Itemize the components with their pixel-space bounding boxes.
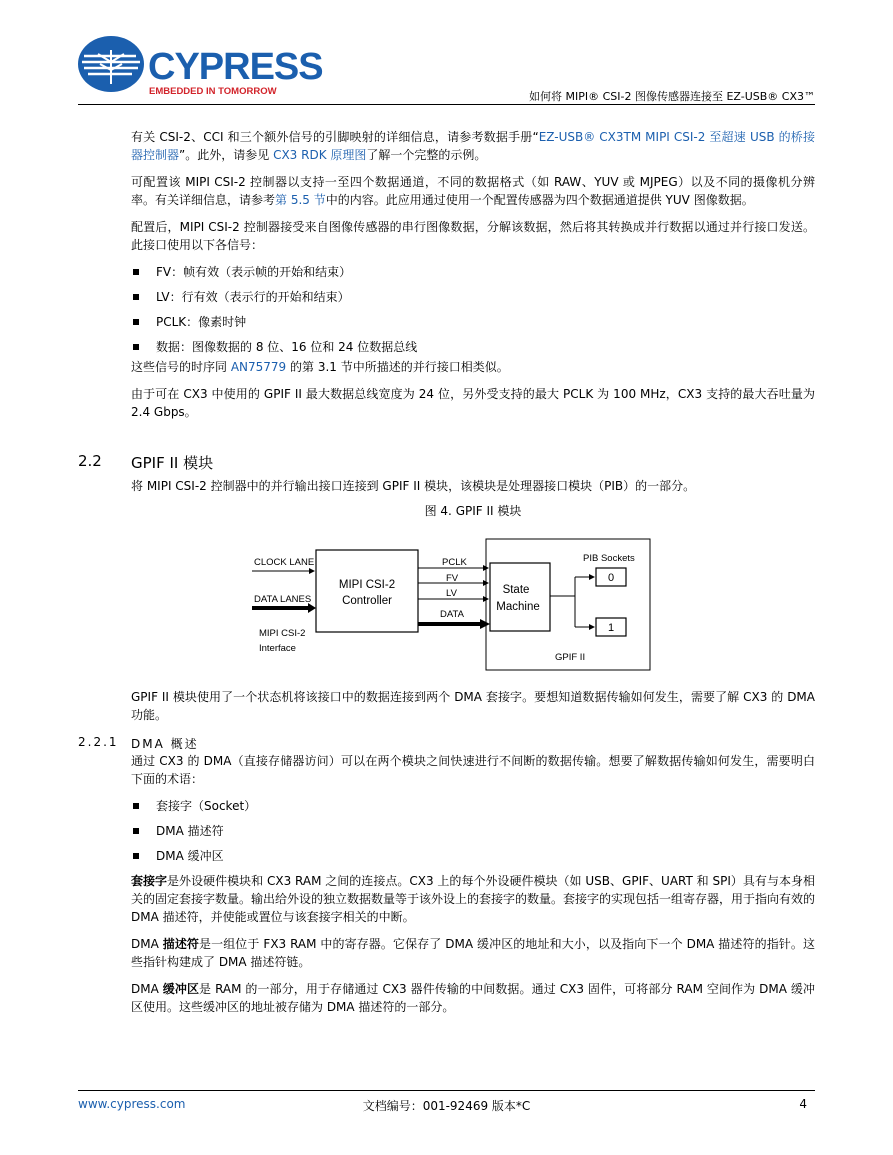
footer-divider — [78, 1090, 815, 1091]
dma-term-list — [131, 797, 815, 865]
clock-lane-label: CLOCK LANE — [254, 557, 315, 568]
cypress-logo — [78, 34, 323, 98]
list-item: FV：帧有效（表示帧的开始和结束） — [131, 263, 815, 281]
list-item: DMA 缓冲区 — [131, 847, 815, 865]
data-label: DATA — [440, 609, 464, 620]
gpif-block-diagram — [250, 537, 650, 671]
intro-paragraph-5: 由于可在 CX3 中使用的 GPIF II 最大数据总线宽度为 24 位，另外受支持的最大 PCLK 为 100 MHz，CX3 支持的最大吞吐量为 2.4 Gbps。 — [131, 387, 815, 419]
header-divider — [78, 104, 815, 105]
section-2-2-intro: 将 MIPI CSI-2 控制器中的并行输出接口连接到 GPIF II 模块，该模块是处理器接口模块（PIB）的一部分。 — [131, 479, 696, 493]
header-document-title: 如何将 MIPI® CSI-2 图像传感器连接至 EZ-USB® CX3™ — [528, 90, 815, 103]
list-item: PCLK：像素时钟 — [131, 313, 815, 331]
intro-paragraph-1: 有关 CSI-2、CCI 和三个额外信号的引脚映射的详细信息，请参考数据手册“EZ-USB® CX3TM MIPI CSI-2 至超速 USB 的桥接器控制器”。此外，请参见 CX3 RDK 原理图了解一个完整的示例。 — [131, 130, 815, 162]
mipi-interface-label-2: Interface — [259, 643, 296, 654]
intro-paragraph-4: 这些信号的时序同 AN75779 的第 3.1 节中所描述的并行接口相类似。 — [131, 360, 509, 374]
footer-website-link[interactable]: www.cypress.com — [78, 1097, 186, 1111]
state-machine-label-2: Machine — [496, 601, 540, 613]
intro-paragraph-3: 配置后，MIPI CSI-2 控制器接受来自图像传感器的串行图像数据，分解该数据，然后将其转换成并行数据以通过并行接口发送。此接口使用以下各信号： — [131, 220, 815, 252]
list-item: LV：行有效（表示行的开始和结束） — [131, 288, 815, 306]
section-2-2-body: GPIF II 模块使用了一个状态机将该接口中的数据连接到两个 DMA 套接字。要想知道数据传输如何发生，需要了解 CX3 的 DMA 功能。 — [131, 690, 815, 722]
list-item: 数据：图像数据的 8 位、16 位和 24 位数据总线 — [131, 338, 815, 356]
socket-1-label: 1 — [608, 622, 615, 634]
section-2-2-1-content — [131, 752, 815, 1025]
logo-tagline: EMBEDDED IN TOMORROW — [149, 86, 277, 97]
footer-document-number: 文档编号：001-92469 版本*C — [362, 1099, 531, 1113]
cypress-tree-logo-icon — [78, 34, 323, 98]
buffer-definition: DMA 缓冲区是 RAM 的一部分，用于存储通过 CX3 器件传输的中间数据。通过 CX3 固件，可将部分 RAM 空间作为 DMA 缓冲区使用。这些缓冲区的地址被存储为 DMA 描述符的一部分。 — [131, 982, 815, 1014]
footer-page-number: 4 — [799, 1097, 807, 1111]
pib-sockets-label: PIB Sockets — [583, 553, 635, 564]
controller-label-1: MIPI CSI-2 — [338, 579, 396, 591]
logo-wordmark: CYPRESS — [148, 46, 323, 88]
signal-list — [131, 263, 815, 356]
mipi-interface-label-1: MIPI CSI-2 — [259, 628, 306, 639]
descriptor-definition: DMA 描述符是一组位于 FX3 RAM 中的寄存器。它保存了 DMA 缓冲区的地址和大小，以及指向下一个 DMA 描述符的指针。这些指针构建成了 DMA 描述符链。 — [131, 937, 815, 969]
an75779-link[interactable]: AN75779 — [230, 360, 287, 374]
pclk-label: PCLK — [442, 557, 467, 568]
rdk-schematic-link[interactable]: CX3 RDK 原理图 — [273, 148, 367, 162]
fv-label: FV — [446, 573, 459, 584]
state-machine-label-1: State — [502, 584, 530, 596]
figure-caption: 图 4. GPIF II 模块 — [424, 504, 522, 518]
controller-label-2: Controller — [342, 595, 392, 607]
intro-content — [131, 128, 815, 430]
gpif-ii-label: GPIF II — [555, 652, 586, 663]
socket-definition: 套接字是外设硬件模块和 CX3 RAM 之间的连接点。CX3 上的每个外设硬件模块（如 USB、GPIF、UART 和 SPI）具有与本身相关的固定套接字数量。输出给外设的独立数据数量等于该外设上的套接字的数量。套接字的实现包括一组寄存器，用于指向有效的 DMA 描述符，并使能或置位与该套接字相关的中断。 — [131, 874, 816, 924]
list-item: DMA 描述符 — [131, 822, 815, 840]
lv-label: LV — [446, 588, 457, 599]
intro-paragraph-2: 可配置该 MIPI CSI-2 控制器以支持一至四个数据通道，不同的数据格式（如 RAW、YUV 或 MJPEG）以及不同的摄像机分辨率。有关详细信息，请参考第 5.5 节中的内容。此应用通过使用一个配置传感器为四个数据通道提供 YUV 图像数据。 — [131, 175, 815, 207]
datasheet-link[interactable]: EZ-USB® CX3TM MIPI CSI-2 至超速 USB 的桥接器控制器 — [131, 130, 815, 162]
dma-paragraph-1: 通过 CX3 的 DMA（直接存储器访问）可以在两个模块之间快速进行不间断的数据传输。想要了解数据传输如何发生，需要明白下面的术语： — [131, 754, 815, 786]
list-item: 套接字（Socket） — [131, 797, 815, 815]
data-lanes-label: DATA LANES — [254, 594, 312, 605]
state-machine-box — [490, 563, 550, 631]
socket-0-label: 0 — [608, 572, 615, 584]
controller-box — [316, 550, 418, 632]
section-5-5-link[interactable]: 第 5.5 节 — [275, 193, 326, 207]
